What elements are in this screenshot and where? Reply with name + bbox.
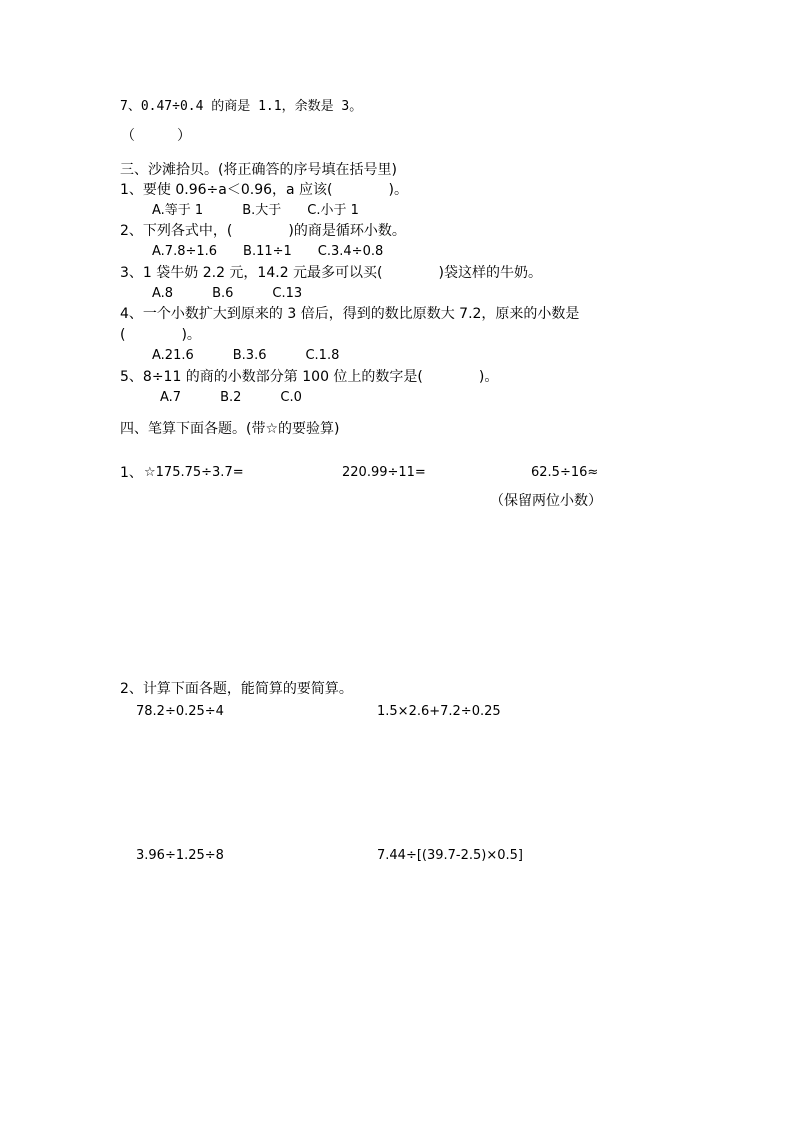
s3-q5-options: A.7 B.2 C.0 xyxy=(160,390,302,405)
s3-q2-options: A.7.8÷1.6 B.11÷1 C.3.4÷0.8 xyxy=(152,244,384,259)
s4-expr-c-note: （保留两位小数） xyxy=(490,493,602,509)
s3-q4-question-cont: ( )。 xyxy=(120,327,201,343)
s3-q4-options: A.21.6 B.3.6 C.1.8 xyxy=(152,348,340,363)
s3-q5-question: 5、8÷11 的商的小数部分第 100 位上的数字是( )。 xyxy=(120,369,499,385)
s4-expr-a: ☆175.75÷3.7= xyxy=(144,465,244,480)
s3-q3-options: A.8 B.6 C.13 xyxy=(152,286,303,301)
q7-answer-blank: （ ） xyxy=(121,128,191,144)
section4-heading: 四、笔算下面各题。(带☆的要验算) xyxy=(120,421,340,437)
section3-heading: 三、沙滩拾贝。(将正确答的序号填在括号里) xyxy=(120,162,397,178)
s4-part2-expr-a: 78.2÷0.25÷4 xyxy=(136,704,224,719)
s4-part2-heading: 2、计算下面各题，能简算的要简算。 xyxy=(120,681,353,697)
s4-part2-expr-d: 7.44÷[(39.7-2.5)×0.5] xyxy=(377,848,524,863)
s3-q1-options: A.等于 1 B.大于 C.小于 1 xyxy=(152,203,359,218)
q7-text: 7、0.47÷0.4 的商是 1.1，余数是 3。 xyxy=(120,99,363,114)
s4-expr-b: 220.99÷11= xyxy=(342,465,426,480)
s3-q3-question: 3、1 袋牛奶 2.2 元，14.2 元最多可以买( )袋这样的牛奶。 xyxy=(120,265,542,281)
s3-q2-question: 2、下列各式中，( )的商是循环小数。 xyxy=(120,223,406,239)
s4-expr-c: 62.5÷16≈ xyxy=(531,465,599,480)
s3-q1-question: 1、要使 0.96÷a＜0.96，a 应该( )。 xyxy=(120,182,408,198)
s4-part1-prefix: 1、 xyxy=(120,465,143,481)
s4-part2-expr-b: 1.5×2.6+7.2÷0.25 xyxy=(377,704,501,719)
s3-q4-question: 4、一个小数扩大到原来的 3 倍后，得到的数比原数大 7.2，原来的小数是 xyxy=(120,306,580,322)
s4-part2-expr-c: 3.96÷1.25÷8 xyxy=(136,848,224,863)
